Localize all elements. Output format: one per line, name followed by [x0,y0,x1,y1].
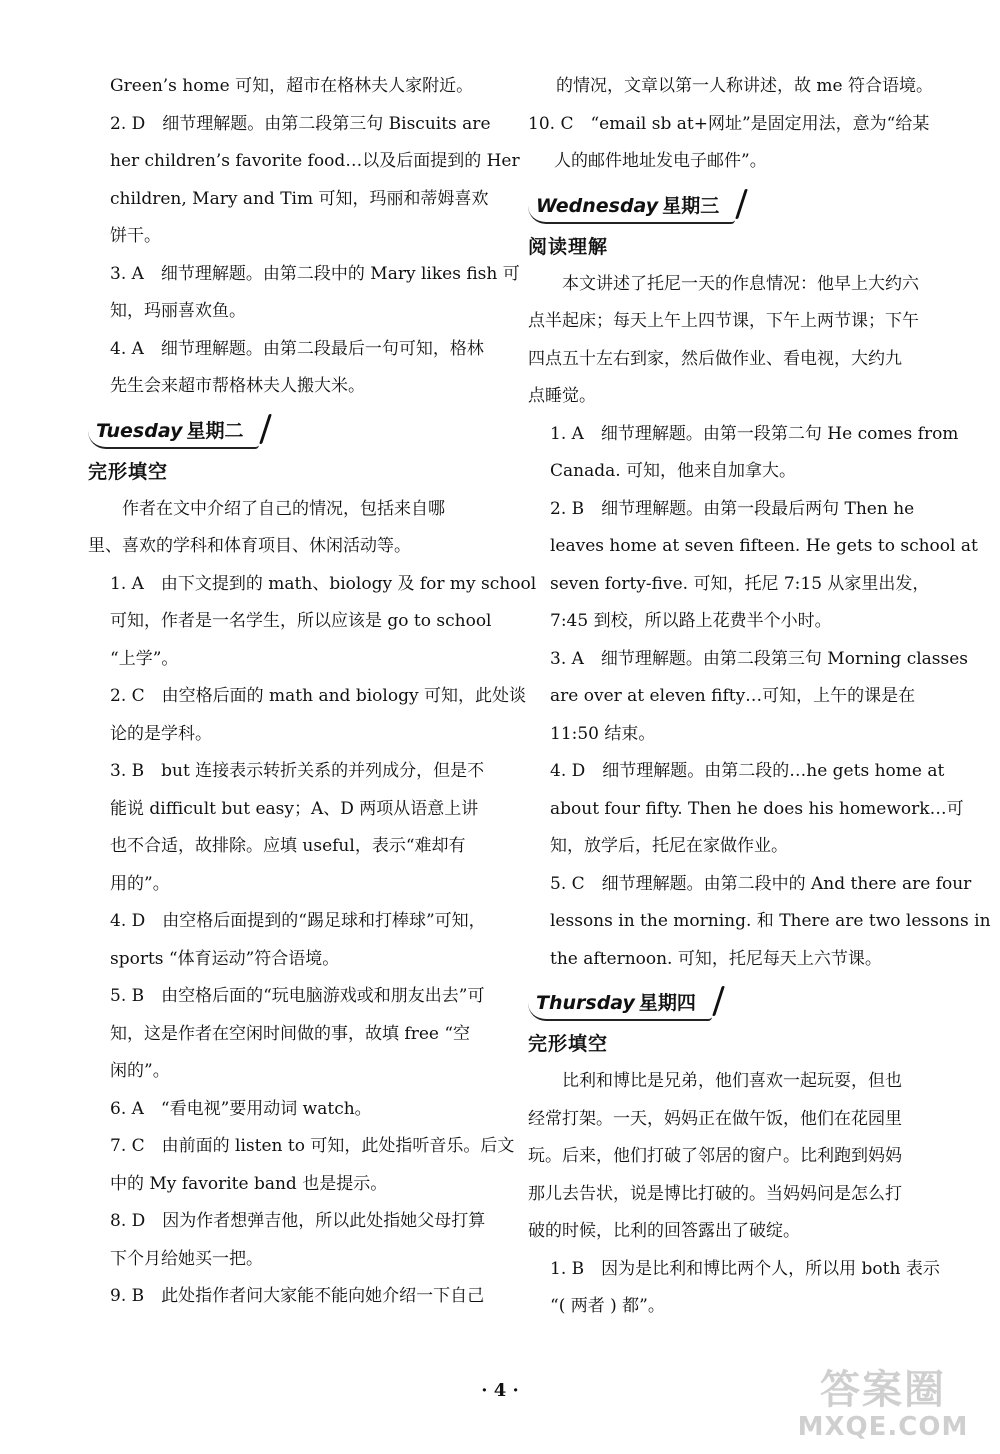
day-banner-chinese: 星期三 [662,194,720,217]
answer-line: the afternoon. 可知，托尼每天上六节课。 [550,948,882,969]
answer-item [88,1091,500,1129]
answer-item [528,106,940,181]
answer-line: 5. B 由空格后面的“玩电脑游戏或和朋友出去”可 [110,986,485,1006]
day-banner-english: Wednesday [536,194,659,217]
summary-line: 点半起床；每天上午上四节课，下午上两节课；下午 [528,311,919,331]
day-banner-box [528,187,735,224]
answer-line: 也不合适，故排除。应填 useful，表示“难却有 [110,836,466,856]
answer-line: 7:45 到校，所以路上花费半个小时。 [550,611,832,631]
answer-item [88,978,500,1091]
answer-item [88,1278,500,1316]
day-banner-box [88,412,259,449]
answer-item [528,491,978,641]
day-banner [528,187,940,225]
answer-line: 10. C “email sb at+网址”是固定用法，意为“给某 [528,113,930,134]
answer-line: 知，玛丽喜欢鱼。 [110,301,246,321]
answer-line: 用的”。 [110,873,170,894]
answer-line: 2. C 由空格后面的 math and biology 可知，此处谈 [110,686,526,706]
banner-slash-decoration [712,986,725,1016]
answer-line: 1. B 因为是比利和博比两个人，所以用 both 表示 [550,1258,940,1279]
answer-line: 可知，作者是一名学生，所以应该是 go to school [110,611,492,631]
summary-line: 玩。后来，他们打破了邻居的窗户。比利跑到妈妈 [528,1146,902,1166]
answer-item [528,416,959,491]
answer-line: are over at eleven fifty…可知，上午的课是在 [550,686,916,706]
answer-line: 3. A 细节理解题。由第二段中的 Mary likes fish 可 [110,263,520,284]
answer-line: 5. C 细节理解题。由第二段中的 And there are four [550,873,972,894]
answer-item [528,641,969,754]
answer-item [88,106,520,256]
answer-line: 1. A 细节理解题。由第一段第二句 He comes from [550,423,959,444]
summary-line: 四点五十左右到家，然后做作业、看电视，大约九 [528,348,902,369]
summary-line: 本文讲述了托尼一天的作息情况：他早上大约六 [562,273,919,294]
summary-line: 点睡觉。 [528,386,596,406]
summary-line: 经常打架。一天，妈妈正在做午饭，他们在花园里 [528,1108,902,1129]
answer-line: 中的 My favorite band 也是提示。 [110,1173,388,1194]
answer-line: 3. B but 连接表示转折关系的并列成分，但是不 [110,761,485,781]
day-banner-english: Thursday [536,992,635,1014]
day-banner [528,984,940,1022]
watermark-bottom-text: MXQE.COM [797,1412,969,1442]
answer-line: “上学”。 [110,648,179,669]
answer-item [88,256,520,331]
answer-line: 9. B 此处指作者问大家能不能向她介绍一下自己 [110,1286,485,1306]
answer-line: 饼干。 [110,226,161,246]
answer-line: about four fifty. Then he does his homework…可 [550,798,964,819]
answer-line: 3. A 细节理解题。由第二段第三句 Morning classes [550,648,969,669]
answer-item [88,566,537,679]
answer-line: 能说 difficult but easy；A、D 两项从语意上讲 [110,798,479,819]
answer-item [88,1203,500,1278]
summary-line: 里、喜欢的学科和体育项目、休闲活动等。 [88,536,411,556]
answer-line: sports “体育运动”符合语境。 [110,948,340,969]
day-banner-box [528,984,712,1021]
answer-line: “( 两者 ) 都”。 [550,1296,665,1316]
answer-line: 论的是学科。 [110,723,212,744]
answer-line: Canada. 可知，他来自加拿大。 [550,461,797,481]
answer-item [88,903,500,978]
answer-line: 4. A 细节理解题。由第二段最后一句可知，格林 [110,338,484,359]
answer-line: 4. D 由空格后面提到的“踢足球和打棒球”可知， [110,911,486,931]
day-banner [88,412,500,450]
answer-line: seven forty-five. 可知，托尼 7:15 从家里出发， [550,573,930,594]
answer-line: 8. D 因为作者想弹吉他，所以此处指她父母打算 [110,1211,486,1231]
answer-line: 6. A “看电视”要用动词 watch。 [110,1098,372,1119]
answer-line: 4. D 细节理解题。由第二段的…he gets home at [550,761,945,781]
answer-item [528,1251,940,1326]
banner-slash-decoration [260,414,273,444]
summary-line: 比利和博比是兄弟，他们喜欢一起玩耍，但也 [562,1071,902,1091]
answer-item [528,866,991,979]
day-banner-chinese: 星期二 [186,419,244,442]
section-title: 阅读理解 [528,235,609,258]
watermark-top-text: 答案圈 [820,1367,946,1413]
answer-line: 先生会来超市帮格林夫人搬大米。 [110,376,365,396]
banner-slash-decoration [735,189,748,219]
answer-line: 的情况，文章以第一人称讲述，故 me 符合语境。 [556,76,933,96]
day-banner-chinese: 星期四 [638,992,696,1014]
answer-line: 人的邮件地址发电子邮件”。 [554,151,767,171]
section-title: 完形填空 [528,1033,609,1055]
answer-item [88,753,500,903]
answer-item [88,1128,515,1203]
answer-line: 闲的”。 [110,1061,170,1081]
answer-line: 11:50 结束。 [550,723,656,744]
answer-line: leaves home at seven fifteen. He gets to school at [550,536,978,556]
summary-line: 作者在文中介绍了自己的情况，包括来自哪 [122,498,445,519]
right-column [528,68,991,1326]
answer-line: 2. B 细节理解题。由第一段最后两句 Then he [550,498,915,519]
left-column [88,68,537,1316]
answer-line: 知，这是作者在空闲时间做的事，故填 free “空 [110,1023,471,1044]
summary-line: 破的时候，比利的回答露出了破绽。 [528,1221,800,1241]
answer-line: 知，放学后，托尼在家做作业。 [550,836,788,856]
day-banner-english: Tuesday [96,419,183,442]
answer-item [88,331,500,406]
page-number: · 4 · [481,1380,519,1401]
section-title: 完形填空 [88,460,169,483]
answer-item [528,753,964,866]
answer-line: lessons in the morning. 和 There are two lessons in [550,911,991,931]
watermark-logo [788,1368,978,1448]
answer-line: 2. D 细节理解题。由第二段第三句 Biscuits are [110,113,491,134]
answer-line: 1. A 由下文提到的 math、biology 及 for my school [110,573,537,594]
answer-item [88,678,526,753]
answer-line: 下个月给她买一把。 [110,1248,263,1269]
answer-line: Green’s home 可知，超市在格林夫人家附近。 [110,76,474,96]
answer-line: children, Mary and Tim 可知，玛丽和蒂姆喜欢 [110,188,489,209]
answer-line: her children’s favorite food…以及后面提到的 Her [110,151,520,171]
summary-line: 那儿去告状，说是博比打破的。当妈妈问是怎么打 [528,1183,902,1204]
answer-line: 7. C 由前面的 listen to 可知，此处指听音乐。后文 [110,1136,515,1156]
